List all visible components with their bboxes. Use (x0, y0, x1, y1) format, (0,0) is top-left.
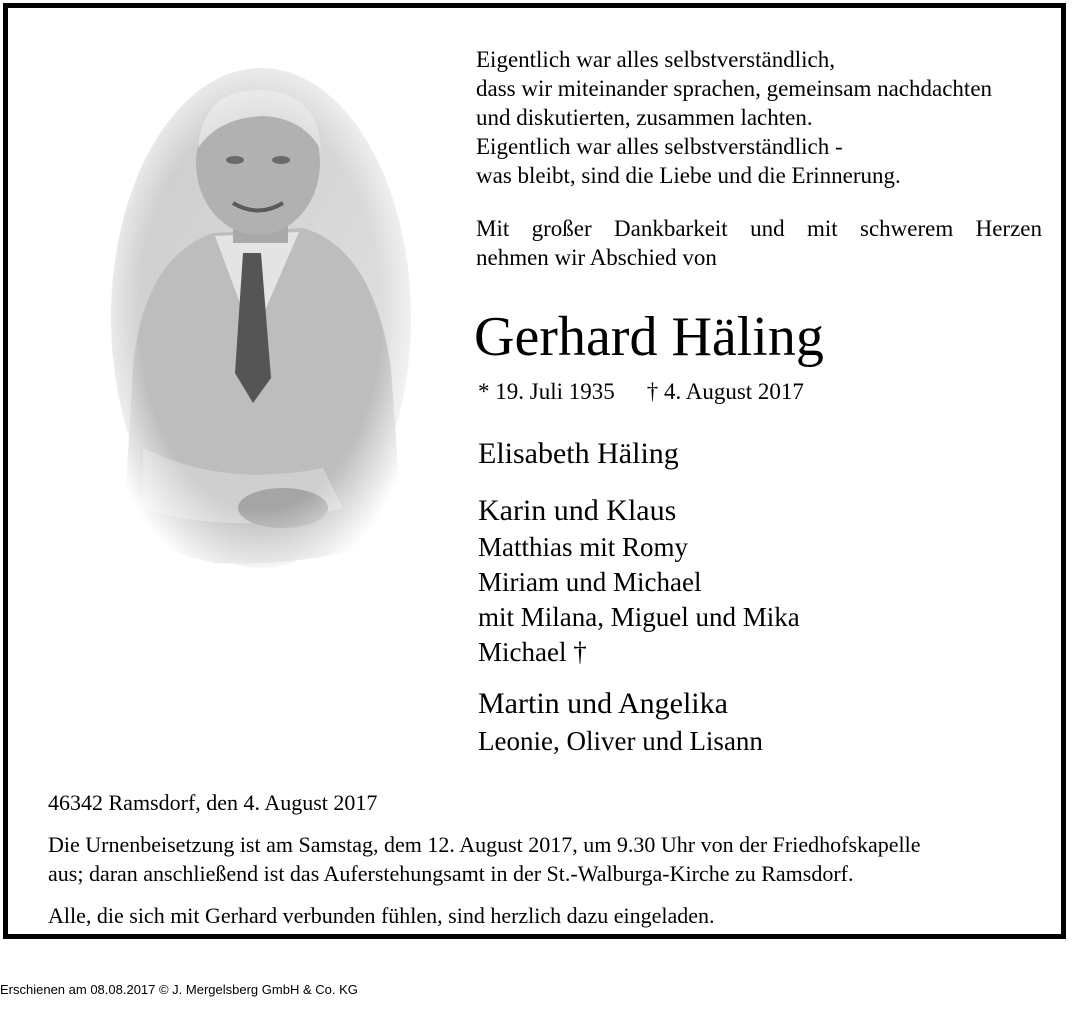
family-member: Leonie, Oliver und Lisann (478, 726, 763, 756)
family-group-1-members (478, 530, 800, 670)
birth-date: * 19. Juli 1935 (478, 379, 615, 404)
family-member: Michael † (478, 637, 587, 667)
place-date: 46342 Ramsdorf, den 4. August 2017 (48, 790, 378, 815)
invitation: Alle, die sich mit Gerhard verbunden fühlen, sind herzlich dazu eingeladen. (48, 903, 715, 928)
family-member: mit Milana, Miguel und Mika (478, 602, 800, 632)
service-line-1: Die Urnenbeisetzung ist am Samstag, dem 12. August 2017, um 9.30 Uhr von der Friedhofskapelle (48, 832, 921, 857)
family-group-1-head: Karin und Klaus (478, 494, 677, 527)
farewell-intro (476, 214, 1042, 272)
publication-footer: Erschienen am 08.08.2017 © J. Mergelsberg GmbH & Co. KG (0, 982, 358, 997)
intro-line-2: nehmen wir Abschied von (476, 245, 717, 270)
family-member: Matthias mit Romy (478, 532, 689, 562)
notice-frame (3, 3, 1066, 939)
service-line-2: aus; daran anschließend ist das Auferstehungsamt in der St.-Walburga-Kirche zu Ramsdorf. (48, 861, 854, 886)
poem-line: was bleibt, sind die Liebe und die Erinnerung. (476, 163, 901, 188)
memorial-poem (476, 45, 1046, 190)
poem-line: dass wir miteinander sprachen, gemeinsam nachdachten (476, 76, 993, 101)
spouse-name: Elisabeth Häling (478, 437, 679, 470)
death-date: † 4. August 2017 (646, 379, 804, 404)
poem-line: und diskutierten, zusammen lachten. (476, 105, 813, 130)
family-group-2-members (478, 724, 763, 759)
poem-line: Eigentlich war alles selbstverständlich - (476, 134, 843, 159)
poem-line: Eigentlich war alles selbstverständlich, (476, 47, 835, 72)
life-dates (478, 377, 804, 406)
family-member: Miriam und Michael (478, 567, 702, 597)
portrait-photo (103, 68, 418, 578)
family-group-2-head: Martin und Angelika (478, 687, 728, 720)
service-info (48, 830, 1038, 888)
intro-line-1: Mit großer Dankbarkeit und mit schwerem Herzen (476, 216, 1042, 241)
deceased-name: Gerhard Häling (474, 306, 824, 368)
